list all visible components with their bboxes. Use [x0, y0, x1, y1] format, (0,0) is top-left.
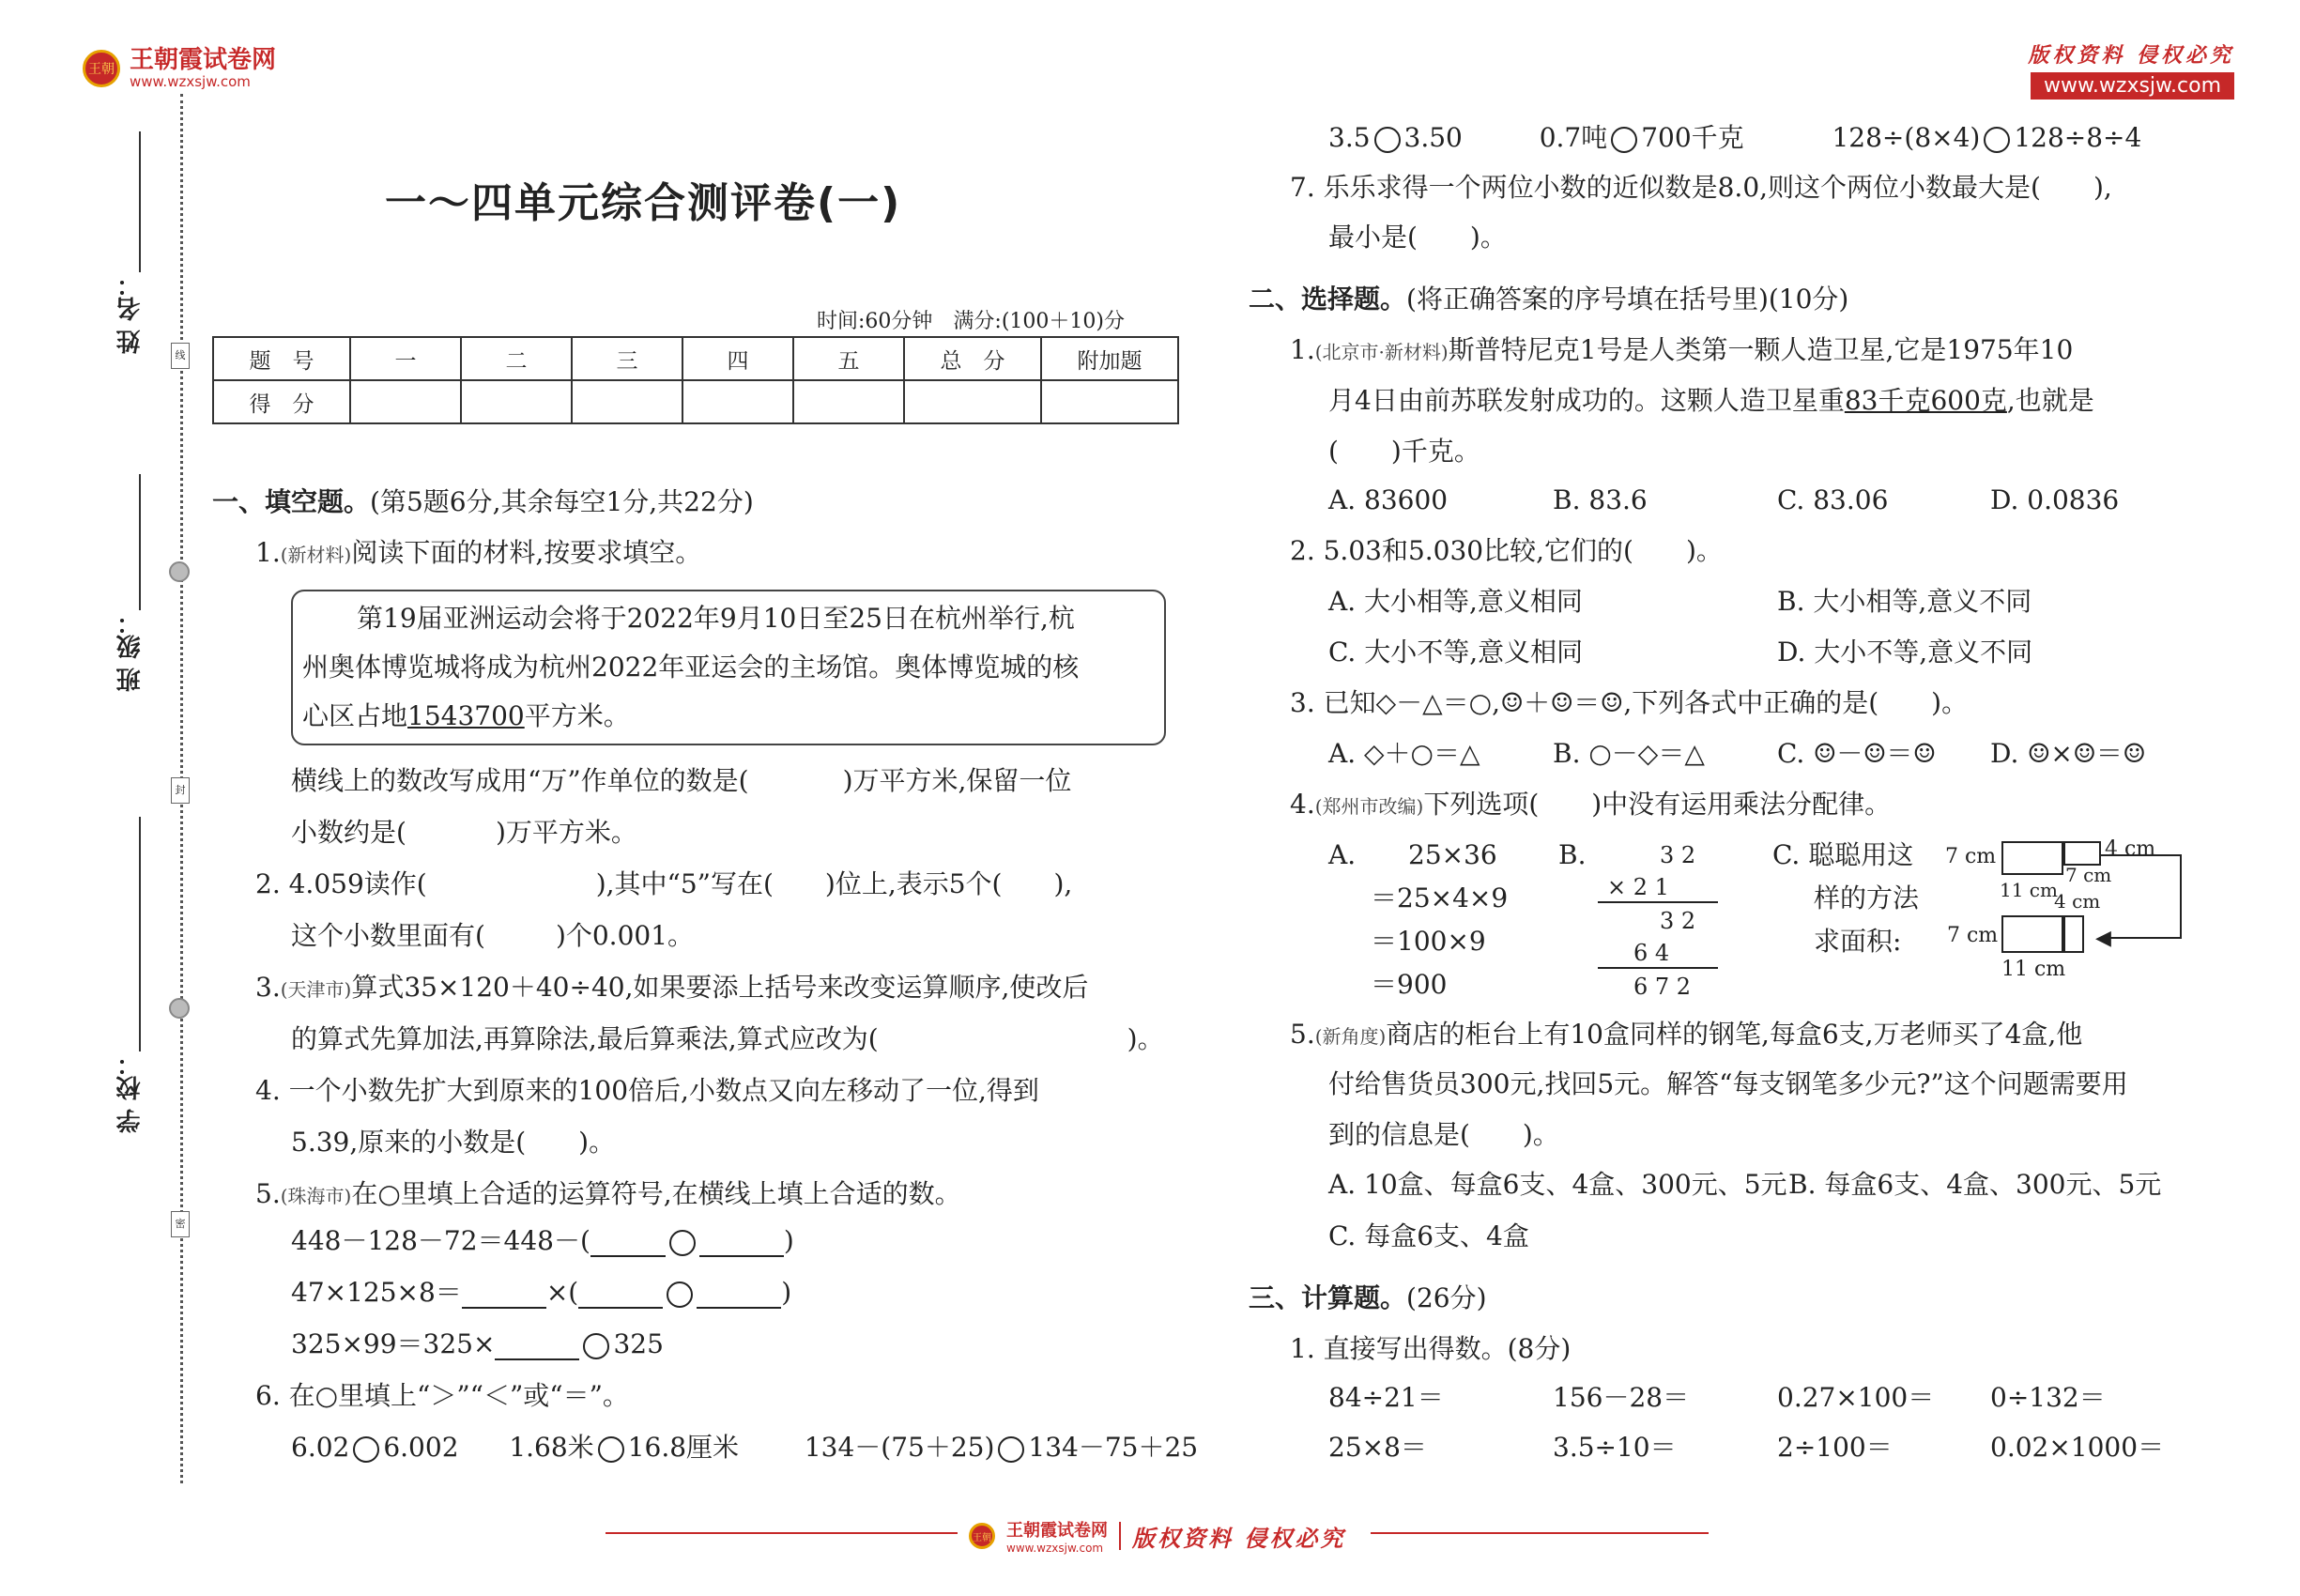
vertical-calc-row: 6 7 2	[1633, 974, 1692, 1000]
answer-circle[interactable]	[1611, 127, 1637, 153]
question-4: 4. 一个小数先扩大到原来的100倍后,小数点又向左移动了一位,得到	[255, 1075, 1039, 1106]
choice-1-cont: ( )千克。	[1328, 436, 1480, 467]
seal-line-mark: 线	[171, 343, 190, 369]
calc-divider	[1598, 901, 1718, 903]
calc-step: 25×36	[1408, 839, 1497, 870]
calc-item: 0.02×1000＝	[1990, 1432, 2165, 1463]
logo-name: 王朝霞试卷网	[130, 46, 277, 74]
answer-circle[interactable]	[667, 1281, 693, 1308]
material-line: 州奥体博览城将成为杭州2022年亚运会的主场馆。奥体博览城的核	[302, 652, 1080, 683]
calc-item: 25×8＝	[1328, 1432, 1427, 1463]
choice-5-option-a[interactable]: A. 10盒、每盒6支、4盒、300元、5元	[1328, 1169, 1787, 1200]
question-5: 5.(珠海市)在○里填上合适的运算符号,在横线上填上合适的数。	[255, 1178, 961, 1209]
choice-2: 2. 5.03和5.030比较,它们的( )。	[1290, 535, 1723, 566]
footer	[969, 1517, 1345, 1555]
rectangle-figure	[2001, 841, 2063, 875]
question-5-a: 448－128－72＝448－( )	[291, 1225, 794, 1256]
score-cell[interactable]	[461, 380, 572, 423]
calc-step: ＝900	[1371, 969, 1448, 1000]
question-2-cont: 这个小数里面有( )个0.001。	[291, 920, 695, 951]
answer-circle[interactable]	[1374, 127, 1401, 153]
footer-divider	[1119, 1522, 1121, 1550]
section-1-heading: 一、填空题。(第5题6分,其余每空1分,共22分)	[212, 486, 754, 517]
footer-url: www.wzxsjw.com	[1006, 1542, 1104, 1555]
material-line: 心区占地1543700平方米。	[302, 700, 630, 731]
logo-badge-icon: 王朝	[83, 50, 120, 87]
calc-item: 0÷132＝	[1990, 1382, 2106, 1413]
question-1: 1.(新材料)阅读下面的材料,按要求填空。	[255, 537, 702, 568]
score-header-cell: 题 号	[213, 337, 350, 380]
choice-5-option-c[interactable]: C. 每盒6支、4盒	[1328, 1220, 1529, 1251]
answer-circle[interactable]	[598, 1436, 624, 1463]
footer-rule	[606, 1532, 958, 1534]
footer-logo-name: 王朝霞试卷网	[1006, 1521, 1108, 1541]
question-3-cont: 的算式先算加法,再算除法,最后算乘法,算式应改为( )。	[291, 1023, 1164, 1054]
question-1-part-b: 小数约是( )万平方米。	[291, 817, 637, 848]
dimension-label: 7 cm	[1947, 924, 1999, 947]
answer-blank[interactable]	[462, 1282, 546, 1309]
score-header-cell: 一	[350, 337, 461, 380]
choice-5-option-b[interactable]: B. 每盒6支、4盒、300元、5元	[1788, 1169, 2162, 1200]
footer-logo-icon: 王朝	[969, 1523, 995, 1549]
question-3: 3.(天津市)算式35×120＋40÷40,如果要添上括号来改变运算顺序,使改后	[255, 972, 1089, 1003]
choice-3-option-b[interactable]: B. ○－◇＝△	[1553, 738, 1705, 769]
gear-icon	[169, 561, 190, 582]
dimension-label: 7 cm	[1945, 845, 1997, 868]
score-cell[interactable]	[572, 380, 682, 423]
school-line	[139, 817, 141, 1051]
gear-icon	[169, 998, 190, 1019]
vertical-calc-row: 3 2	[1660, 842, 1696, 868]
choice-5-cont: 付给售货员300元,找回5元。解答“每支钢笔多少元?”这个问题需要用	[1328, 1068, 2128, 1099]
arrow-head-icon: ◀	[2095, 927, 2111, 950]
score-header-cell: 二	[461, 337, 572, 380]
choice-4: 4.(郑州市改编)下列选项( )中没有运用乘法分配律。	[1290, 789, 1892, 820]
score-table-header-row	[213, 337, 1178, 380]
choice-3-option-a[interactable]: A. ◇＋○＝△	[1328, 738, 1480, 769]
name-label: 姓 名：	[116, 272, 145, 355]
calc-item: 3.5÷10＝	[1553, 1432, 1677, 1463]
dimension-label: 7 cm	[2065, 864, 2112, 886]
choice-1-option-a[interactable]: A. 83600	[1328, 484, 1449, 515]
site-url-badge: www.wzxsjw.com	[2031, 72, 2234, 100]
answer-circle[interactable]	[353, 1436, 379, 1463]
logo-url: www.wzxsjw.com	[130, 73, 251, 90]
answer-blank[interactable]	[697, 1282, 781, 1309]
calc-item: 0.27×100＝	[1777, 1382, 1935, 1413]
material-line: 第19届亚洲运动会将于2022年9月10日至25日在杭州举行,杭	[357, 603, 1075, 634]
question-1-part-a: 横线上的数改写成用“万”作单位的数是( )万平方米,保留一位	[291, 765, 1072, 796]
question-2: 2. 4.059读作( ),其中“5”写在( )位上,表示5个( ),	[255, 868, 1073, 899]
arrow-connector	[2101, 854, 2182, 939]
score-cell[interactable]	[904, 380, 1041, 423]
answer-blank[interactable]	[578, 1282, 663, 1309]
question-4-cont: 5.39,原来的小数是( )。	[291, 1127, 616, 1158]
calc-step: ＝100×9	[1371, 926, 1486, 957]
dimension-label: 11 cm	[2000, 879, 2058, 901]
score-cell[interactable]	[350, 380, 461, 423]
answer-circle[interactable]	[998, 1436, 1024, 1463]
score-cell[interactable]	[793, 380, 904, 423]
exam-meta: 时间:60分钟 满分:(100＋10)分	[817, 310, 1125, 333]
question-6-items: 6.02 6.002 1.68米 16.8厘米 134－(75＋25) 134－75＋25	[291, 1432, 1199, 1463]
rectangle-figure	[2001, 915, 2063, 953]
choice-5-cont: 到的信息是( )。	[1328, 1119, 1559, 1150]
choice-1-cont: 月4日由前苏联发射成功的。这颗人造卫星重83千克600克,也就是	[1328, 385, 2094, 416]
choice-1-option-b[interactable]: B. 83.6	[1553, 484, 1648, 515]
score-table-row	[213, 380, 1178, 423]
score-header-cell: 四	[682, 337, 793, 380]
section-2-heading: 二、选择题。(将正确答案的序号填在括号里)(10分)	[1249, 284, 1849, 315]
score-cell[interactable]	[682, 380, 793, 423]
rectangle-figure	[2063, 841, 2101, 866]
page-title: 一～四单元综合测评卷(一)	[385, 179, 902, 227]
option-c-text: 求面积:	[1814, 926, 1902, 957]
calc-step: ＝25×4×9	[1371, 882, 1509, 913]
choice-1-option-c[interactable]: C. 83.06	[1777, 484, 1889, 515]
class-line	[139, 474, 141, 610]
answer-circle[interactable]	[669, 1230, 696, 1256]
compare-row: 3.5 3.50 0.7吨 700千克 128÷(8×4) 128÷8÷4	[1328, 122, 2142, 153]
option-c-text: 样的方法	[1814, 882, 1920, 913]
vertical-calc-row: 3 2	[1660, 908, 1696, 934]
score-header-cell: 五	[793, 337, 904, 380]
score-cell[interactable]	[1041, 380, 1178, 423]
question-6: 6. 在○里填上“＞”“＜”或“＝”。	[255, 1380, 629, 1411]
footer-warning: 版权资料 侵权必究	[1132, 1525, 1346, 1552]
calc-item: 84÷21＝	[1328, 1382, 1444, 1413]
score-row-label: 得 分	[213, 380, 350, 423]
school-label: 学 校：	[116, 1051, 145, 1134]
vertical-calc-row: 6 4	[1633, 940, 1670, 966]
seal-secret-mark: 密	[171, 1211, 190, 1237]
dimension-label: 4 cm	[2054, 890, 2101, 913]
answer-circle[interactable]	[583, 1333, 609, 1359]
answer-blank[interactable]	[495, 1334, 579, 1360]
question-7-cont: 最小是( )。	[1328, 222, 1507, 253]
seal-seal-mark: 封	[171, 777, 190, 804]
score-table	[212, 336, 1179, 424]
choice-2-option-a[interactable]: A. 大小相等,意义相同	[1328, 586, 1583, 617]
name-line	[139, 131, 141, 272]
choice-4-option-c-label[interactable]: C. 聪聪用这	[1772, 839, 1914, 870]
choice-1-option-d[interactable]: D. 0.0836	[1990, 484, 2120, 515]
calc-item: 2÷100＝	[1777, 1432, 1893, 1463]
class-label: 班 级：	[116, 610, 145, 693]
rectangle-figure	[2063, 915, 2084, 953]
vertical-calc-row: × 2 1	[1607, 874, 1669, 900]
copyright-warning: 版权资料 侵权必究	[2028, 44, 2234, 68]
choice-4-option-a-label[interactable]: A.	[1328, 839, 1357, 870]
score-header-cell: 三	[572, 337, 682, 380]
section-3-heading: 三、计算题。(26分)	[1249, 1282, 1487, 1313]
question-5-b: 47×125×8＝ ×( )	[291, 1277, 792, 1308]
site-logo	[83, 47, 276, 90]
choice-2-option-d[interactable]: D. 大小不等,意义不同	[1777, 637, 2033, 668]
dimension-label: 11 cm	[2001, 958, 2066, 981]
answer-blank[interactable]	[699, 1231, 784, 1257]
dimension-label: 4 cm	[2105, 837, 2156, 861]
score-header-cell: 总 分	[904, 337, 1041, 380]
copyright-header	[2028, 39, 2234, 100]
choice-3-option-c[interactable]: C. ☺－☺＝☺	[1777, 738, 1937, 769]
calc-divider	[1598, 967, 1718, 969]
choice-4-option-b-label[interactable]: B.	[1558, 839, 1587, 870]
choice-3-option-d[interactable]: D. ☺×☺＝☺	[1990, 738, 2147, 769]
footer-rule	[1371, 1532, 1709, 1534]
choice-3: 3. 已知◇－△＝○,☺＋☺＝☺,下列各式中正确的是( )。	[1290, 687, 1969, 718]
question-7: 7. 乐乐求得一个两位小数的近似数是8.0,则这个两位小数最大是( ),	[1290, 172, 2112, 203]
choice-2-option-b[interactable]: B. 大小相等,意义不同	[1777, 586, 2032, 617]
choice-5: 5.(新角度)商店的柜台上有10盒同样的钢笔,每盒6支,万老师买了4盒,他	[1290, 1019, 2083, 1050]
answer-blank[interactable]	[590, 1231, 666, 1257]
score-header-cell: 附加题	[1041, 337, 1178, 380]
calc-question-1: 1. 直接写出得数。(8分)	[1290, 1333, 1572, 1364]
choice-2-option-c[interactable]: C. 大小不等,意义相同	[1328, 637, 1584, 668]
calc-item: 156－28＝	[1553, 1382, 1690, 1413]
answer-circle[interactable]	[1984, 127, 2010, 153]
choice-1: 1.(北京市·新材料)斯普特尼克1号是人类第一颗人造卫星,它是1975年10	[1290, 334, 2074, 365]
question-5-c: 325×99＝325× 325	[291, 1328, 664, 1359]
